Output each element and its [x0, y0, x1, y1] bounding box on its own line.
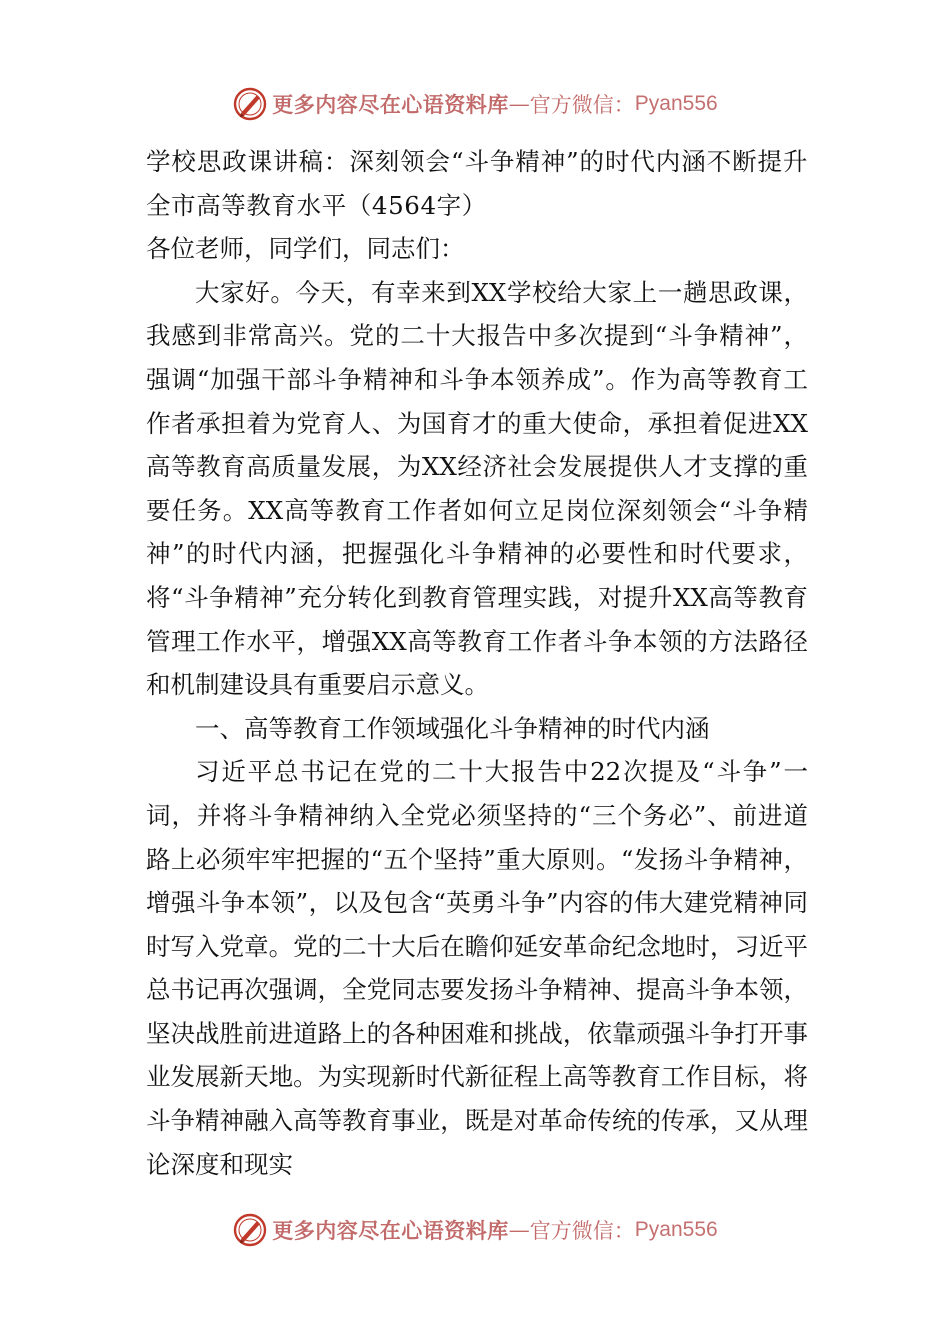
banner-separator: — — [508, 1218, 530, 1242]
banner-separator: — — [508, 92, 530, 116]
banner-wechat-label: 官方微信： — [529, 93, 635, 117]
pen-seal-icon — [232, 1212, 268, 1248]
paragraph-section-1: 习近平总书记在党的二十大报告中22次提及“斗争”一词，并将斗争精神纳入全党必须坚持的“三个务必”、前进道路上必须牢牢把握的“五个坚持”重大原则。“发扬斗争精神，增强斗争本领”，以及包含“英勇斗争”内容的伟大建党精神同时写入党章。党的二十大后在瞻仰延安革命纪念地时，习近平总书记再次强调，全党同志要发扬斗争精神、提高斗争本领，坚决战胜前进道路上的各种困难和挑战，依靠顽强斗争打开事业发展新天地。为实现新时代新征程上高等教育工作目标，将斗争精神融入高等教育事业，既是对革命传统的传承，又从理论深度和现实 — [146, 757, 808, 1179]
banner-wechat-id: Pyan556 — [634, 92, 718, 115]
document-body — [146, 140, 808, 1186]
banner-brand-text: 更多内容尽在心语资料库 — [272, 92, 509, 117]
banner-wechat-label: 官方微信： — [529, 1219, 635, 1243]
banner-wechat-id: Pyan556 — [634, 1218, 718, 1241]
footer-watermark-banner — [0, 1208, 950, 1252]
salutation: 各位老师，同学们，同志们： — [146, 234, 465, 264]
pen-seal-icon — [232, 86, 268, 122]
document-title: 学校思政课讲稿：深刻领会“斗争精神”的时代内涵不断提升全市高等教育水平（4564字） — [146, 147, 808, 220]
paragraph-intro: 大家好。今天，有幸来到XX学校给大家上一趟思政课，我感到非常高兴。党的二十大报告中多次提到“斗争精神”，强调“加强干部斗争精神和斗争本领养成”。作为高等教育工作者承担着为党育人、为国育才的重大使命，承担着促进XX高等教育高质量发展，为XX经济社会发展提供人才支撑的重要任务。XX高等教育工作者如何立足岗位深刻领会“斗争精神”的时代内涵，把握强化斗争精神的必要性和时代要求，将“斗争精神”充分转化到教育管理实践，对提升XX高等教育管理工作水平，增强XX高等教育工作者斗争本领的方法路径和机制建设具有重要启示意义。 — [146, 277, 808, 700]
banner-brand-text: 更多内容尽在心语资料库 — [272, 1218, 509, 1243]
header-watermark-banner — [0, 82, 950, 126]
section-heading-1: 一、高等教育工作领域强化斗争精神的时代内涵 — [195, 713, 710, 743]
